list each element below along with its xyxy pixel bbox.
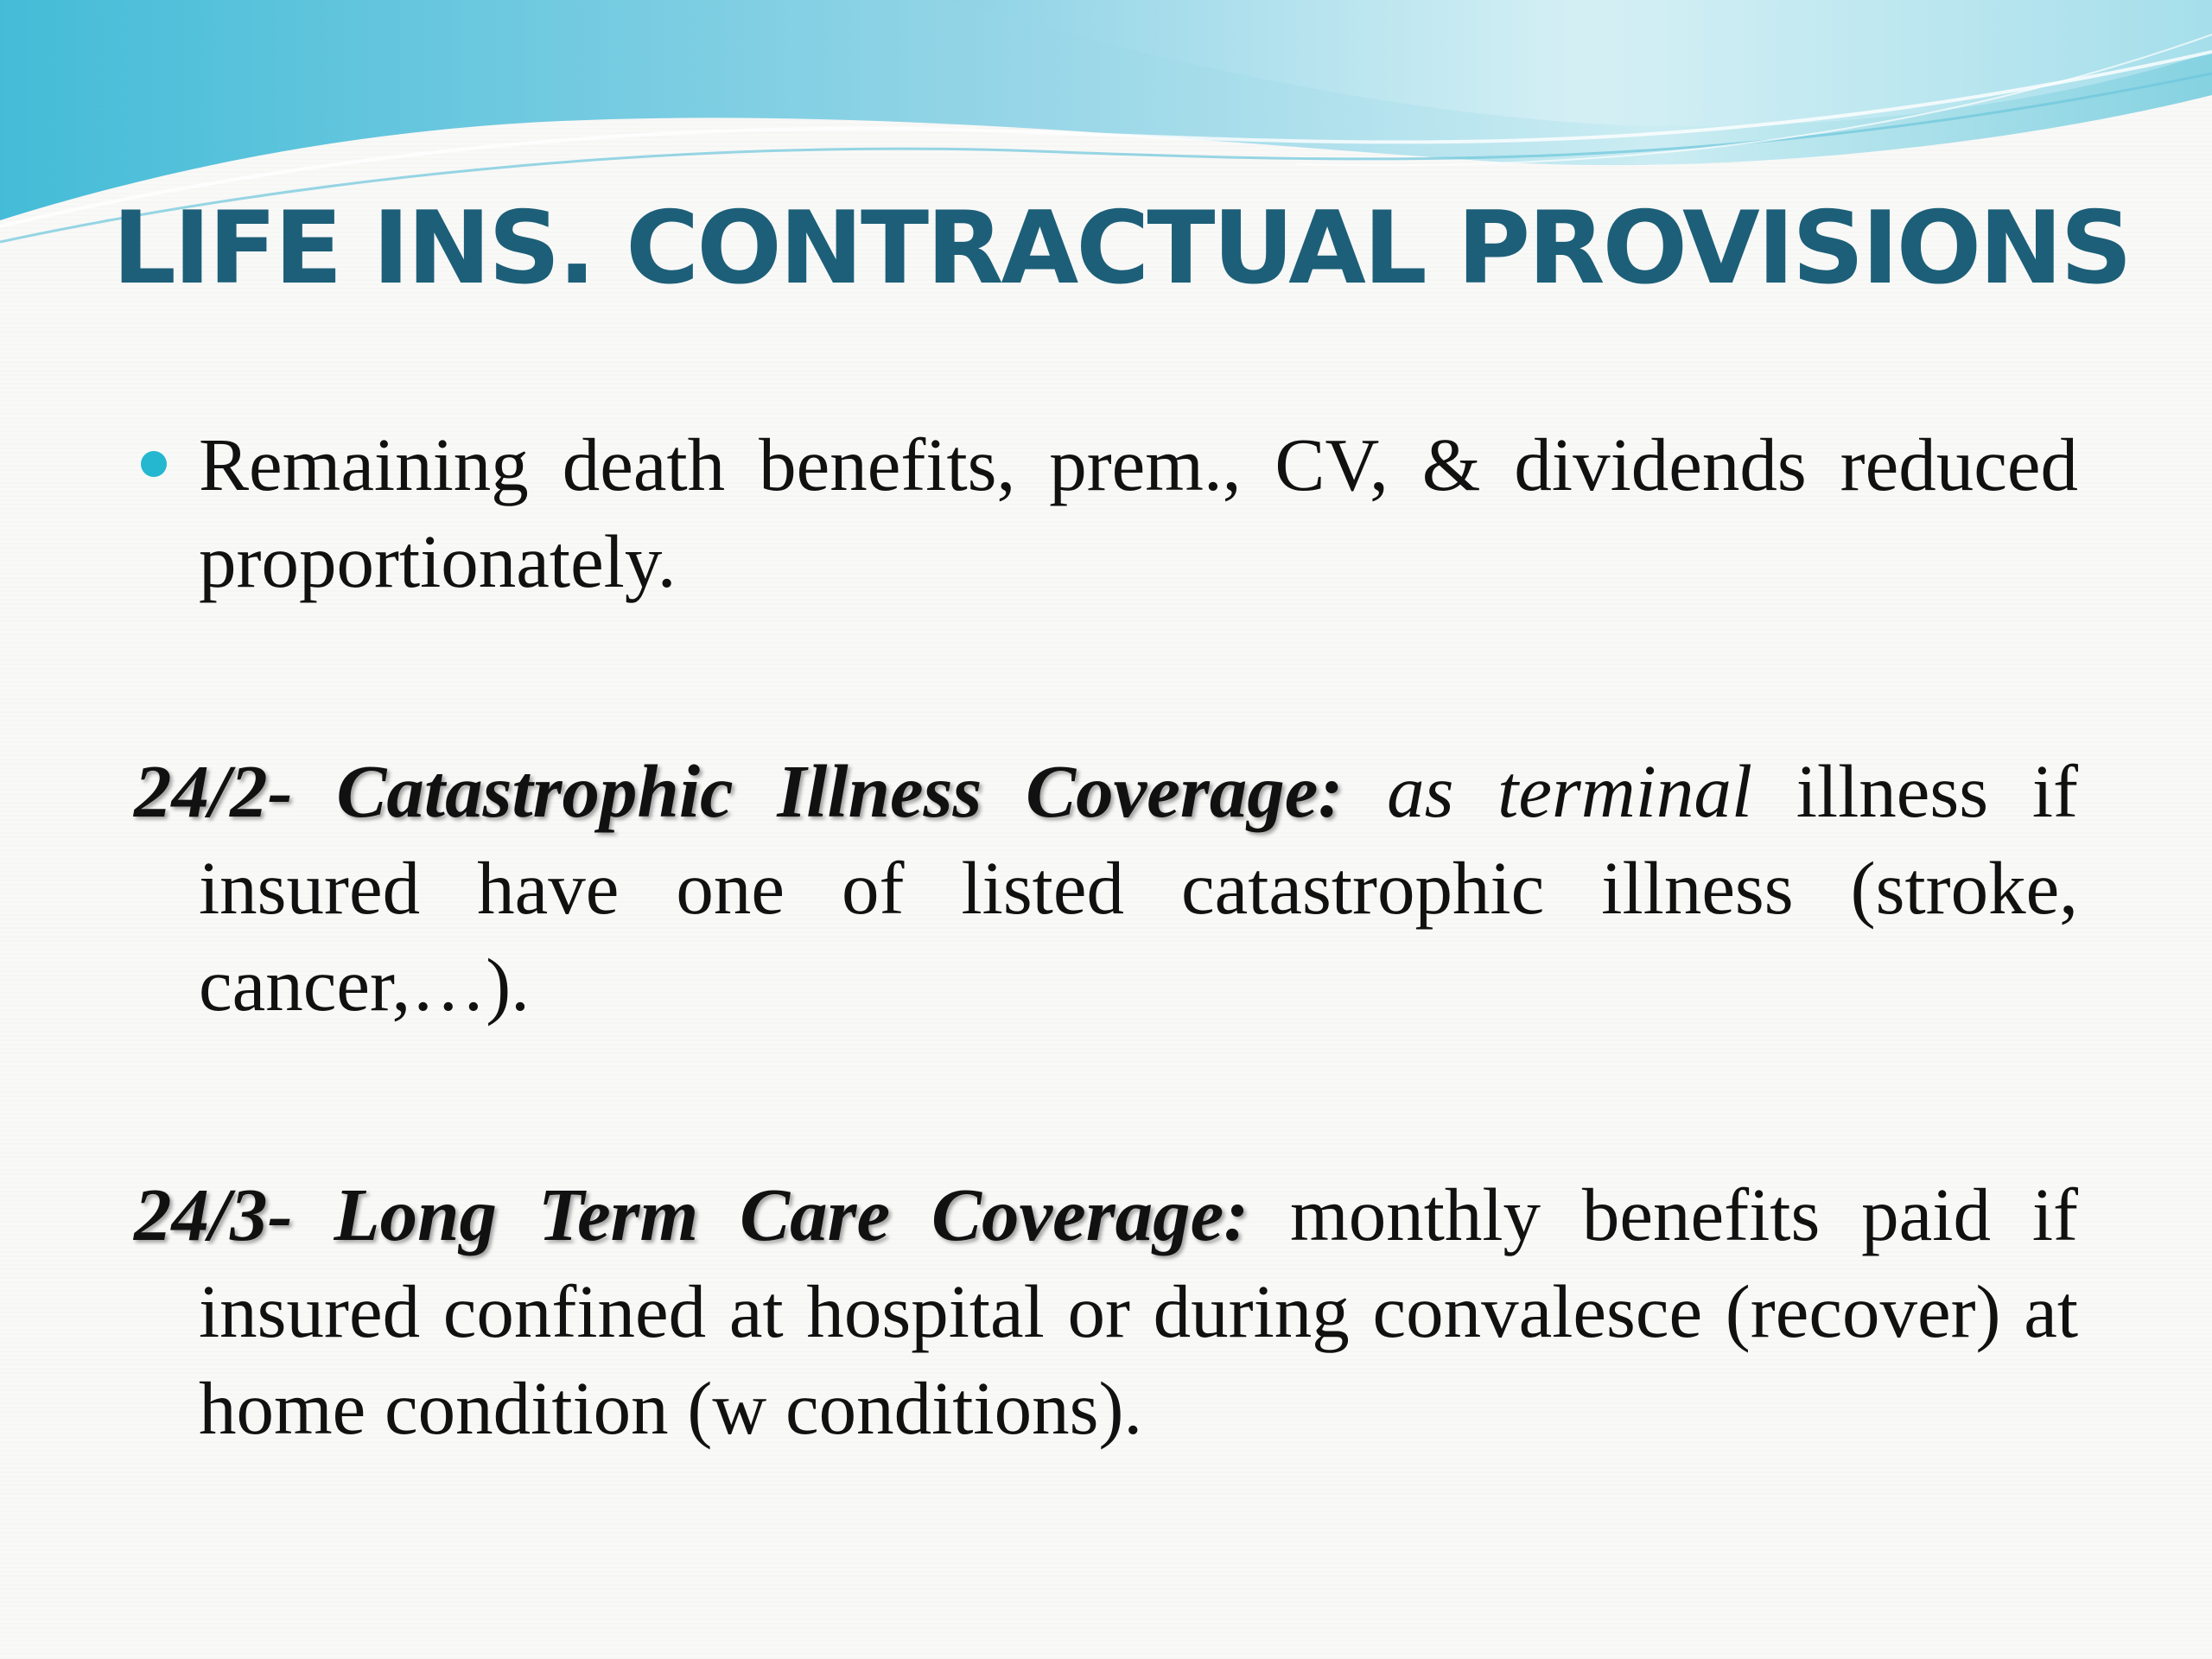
- catastrophic-illness-italic-lead: as terminal: [1387, 749, 1752, 833]
- catastrophic-illness-label: 24/2- Catastrophic Illness Coverage:: [134, 749, 1344, 833]
- slide-title: LIFE INS. CONTRACTUAL PROVISIONS: [112, 190, 2130, 307]
- long-term-care-label: 24/3- Long Term Care Coverage:: [134, 1173, 1249, 1256]
- long-term-care-text: monthly benefits paid if insured confined at hospital or during convalesce (recover) at home condition (w conditions).: [199, 1173, 2078, 1450]
- catastrophic-illness-paragraph: [134, 743, 2078, 1033]
- catastrophic-illness-text: illness if insured have one of listed catastrophic illness (stroke, cancer,…).: [199, 749, 2079, 1027]
- bullet-dot-icon: [141, 451, 167, 477]
- bullet-text: Remaining death benefits, prem., CV, & dividends reduced proportionately.: [199, 423, 2078, 603]
- long-term-care-paragraph: [134, 1166, 2078, 1457]
